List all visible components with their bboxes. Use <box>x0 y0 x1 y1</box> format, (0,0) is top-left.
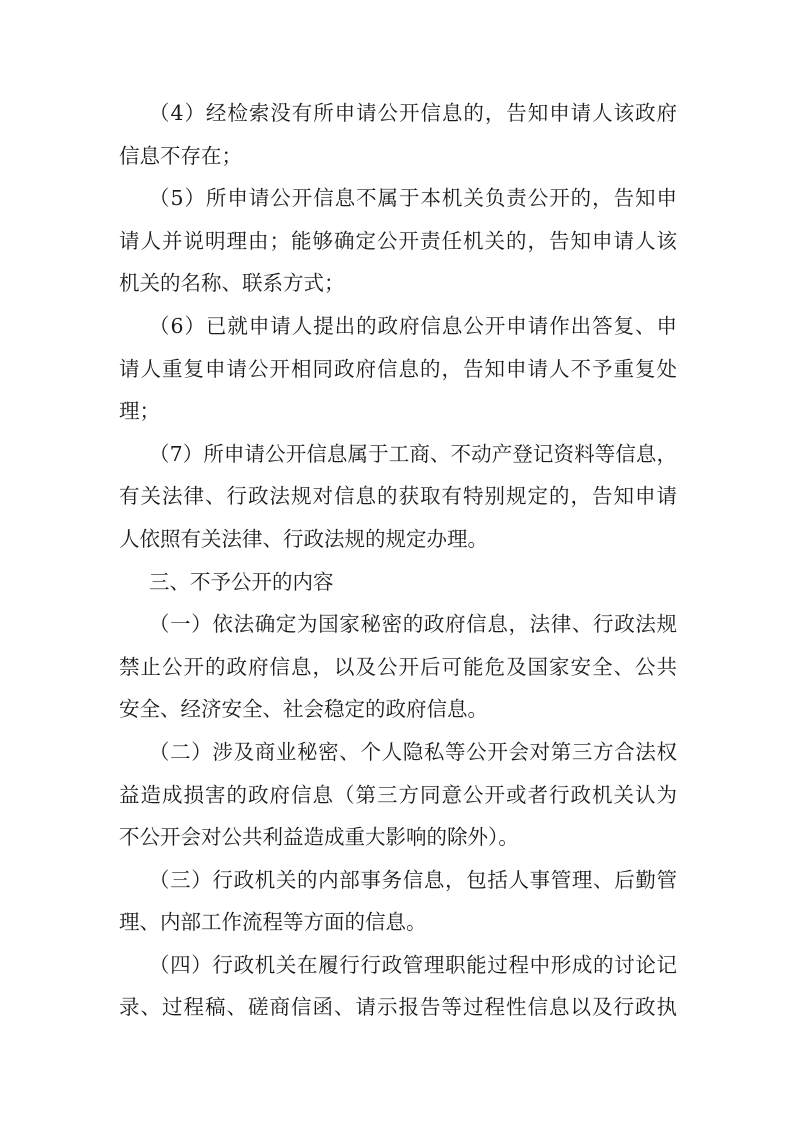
paragraph-first-line: （四）行政机关在履行行政管理职能过程中形成的讨论记 <box>149 952 677 977</box>
document-body <box>119 98 677 1035</box>
paragraph <box>119 950 677 1035</box>
paragraph-first-line: （4）经检索没有所申请公开信息的，告知申请人该政府 <box>149 101 677 125</box>
paragraph-line: 信息不存在； <box>119 143 242 168</box>
paragraph-line: 益造成损害的政府信息（第三方同意公开或者行政机关认为 <box>119 782 677 807</box>
paragraph-line: 禁止公开的政府信息，以及公开后可能危及国家安全、公共 <box>119 654 677 679</box>
paragraph-line: 请人重复申请公开相同政府信息的，告知申请人不予重复处 <box>119 356 677 381</box>
paragraph <box>119 183 677 311</box>
paragraph <box>119 439 677 567</box>
paragraph-line: 理、内部工作流程等方面的信息。 <box>119 910 427 935</box>
paragraph-first-line: （5）所申请公开信息不属于本机关负责公开的，告知申 <box>149 186 677 211</box>
paragraph-line: 不公开会对公共利益造成重大影响的除外）。 <box>119 825 519 850</box>
paragraph-first-line: （三）行政机关的内部事务信息，包括人事管理、后勤管 <box>149 867 677 892</box>
paragraph <box>119 737 677 865</box>
paragraph <box>119 865 677 950</box>
paragraph-line: 机关的名称、联系方式； <box>119 271 345 296</box>
paragraph <box>119 609 677 737</box>
paragraph <box>119 567 677 610</box>
paragraph-first-line: （二）涉及商业秘密、个人隐私等公开会对第三方合法权 <box>149 739 677 764</box>
paragraph-first-line: （一）依法确定为国家秘密的政府信息，法律、行政法规 <box>149 612 677 637</box>
paragraph <box>119 98 677 183</box>
paragraph-line: 有关法律、行政法规对信息的获取有特别规定的，告知申请 <box>119 484 677 509</box>
paragraph-line: 录、过程稿、磋商信函、请示报告等过程性信息以及行政执 <box>119 995 677 1020</box>
paragraph-line: 安全、经济安全、社会稳定的政府信息。 <box>119 697 488 722</box>
paragraph <box>119 311 677 439</box>
paragraph-line: 人依照有关法律、行政法规的规定办理。 <box>119 526 488 551</box>
paragraph-first-line: （7）所申请公开信息属于工商、不动产登记资料等信息， <box>149 441 677 466</box>
paragraph-line: 理； <box>119 399 160 424</box>
paragraph-first-line: 三、不予公开的内容 <box>149 569 334 594</box>
paragraph-line: 请人并说明理由；能够确定公开责任机关的，告知申请人该 <box>119 228 677 253</box>
paragraph-first-line: （6）已就申请人提出的政府信息公开申请作出答复、申 <box>149 313 677 338</box>
